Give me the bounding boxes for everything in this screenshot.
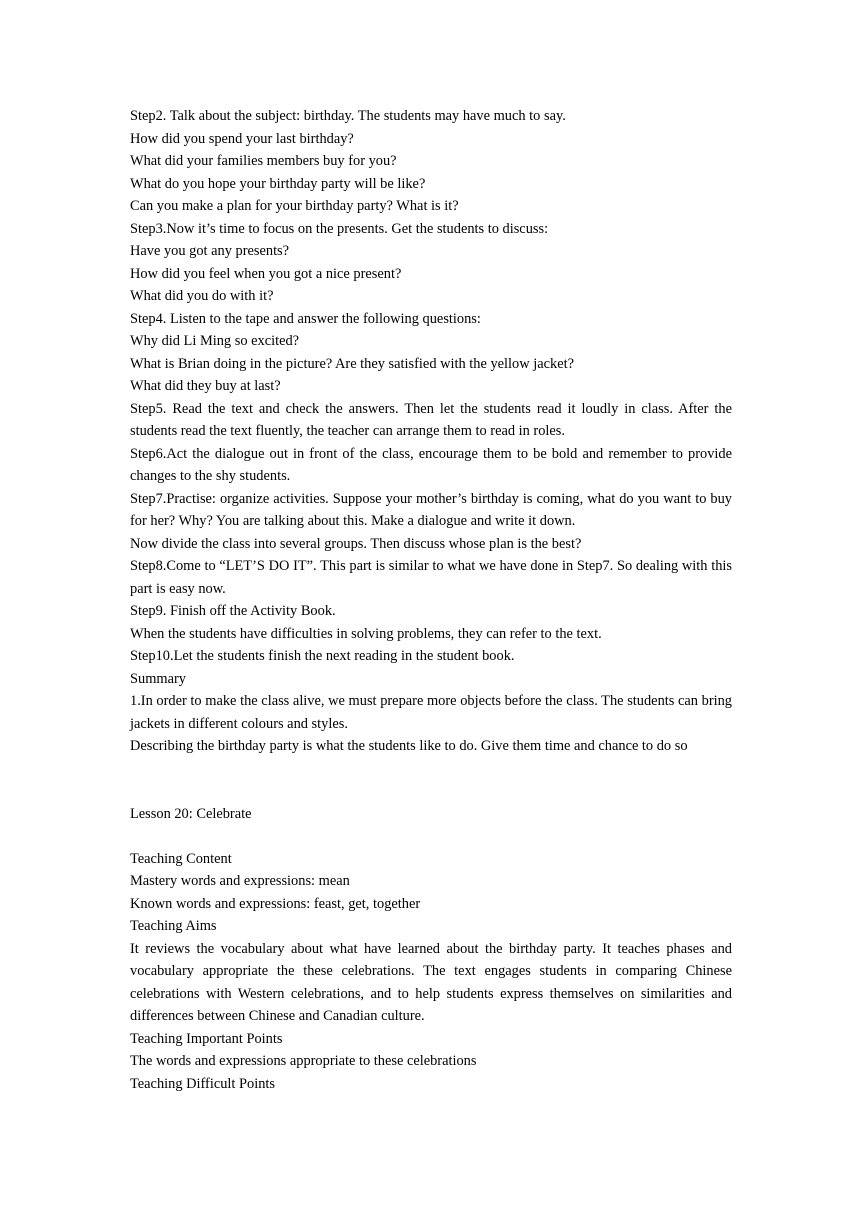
document-page: [130, 105, 732, 1095]
question-buy-last: What did they buy at last?: [130, 378, 281, 394]
lesson-title: Lesson 20: Celebrate: [130, 805, 252, 822]
important-points-text: The words and expressions appropriate to these celebrations: [130, 1053, 477, 1069]
teaching-aims-heading: Teaching Aims: [130, 918, 217, 934]
divide-groups-text: Now divide the class into several groups. Then discuss whose plan is the best?: [130, 535, 582, 552]
question-party-plan: Can you make a plan for your birthday party? What is it?: [130, 198, 459, 214]
summary-heading: Summary: [130, 670, 186, 687]
teaching-aims-text: It reviews the vocabulary about what have learned about the birthday party. It teaches phases and vocabulary appropriate the these celebrations. The text engages students in comparing Chinese celebrations with Western celebrations, and to help students express themselves on similarities and differences between Chinese and Canadian culture.: [130, 940, 732, 1024]
step9-text: Step9. Finish off the Activity Book.: [130, 603, 336, 619]
step7-text: Step7.Practise: organize activities. Suppose your mother’s birthday is coming, what do you want to buy for her? Why? You are talking about this. Make a dialogue and write it down.: [130, 490, 732, 529]
question-do-with: What did you do with it?: [130, 288, 274, 304]
important-points-heading: Teaching Important Points: [130, 1030, 283, 1047]
question-brian: What is Brian doing in the picture? Are they satisfied with the yellow jacket?: [130, 355, 574, 372]
summary-point-2: Describing the birthday party is what the students like to do. Give them time and chance to do so: [130, 738, 688, 754]
question-last-birthday: How did you spend your last birthday?: [130, 130, 354, 147]
mastery-words: Mastery words and expressions: mean: [130, 873, 350, 889]
refer-text: When the students have difficulties in solving problems, they can refer to the text.: [130, 625, 602, 642]
question-party-hope: What do you hope your birthday party will be like?: [130, 175, 426, 192]
step5-text: Step5. Read the text and check the answers. Then let the students read it loudly in class. After the students read the text fluently, the teacher can arrange them to read in roles.: [130, 400, 732, 439]
step4-text: Step4. Listen to the tape and answer the following questions:: [130, 310, 481, 327]
step2-text: Step2. Talk about the subject: birthday. The students may have much to say.: [130, 108, 566, 124]
question-family-buy: What did your families members buy for you?: [130, 153, 397, 169]
step3-text: Step3.Now it’s time to focus on the presents. Get the students to discuss:: [130, 220, 549, 237]
question-li-ming: Why did Li Ming so excited?: [130, 333, 300, 349]
question-presents: Have you got any presents?: [130, 243, 290, 259]
difficult-points-heading: Teaching Difficult Points: [130, 1075, 276, 1092]
step8-text: Step8.Come to “LET’S DO IT”. This part is similar to what we have done in Step7. So dealing with this part is easy now.: [130, 558, 732, 597]
known-words: Known words and expressions: feast, get, together: [130, 895, 421, 912]
question-feel: How did you feel when you got a nice present?: [130, 265, 402, 282]
teaching-content-heading: Teaching Content: [130, 850, 232, 867]
summary-point-1: 1.In order to make the class alive, we must prepare more objects before the class. The students can bring jackets in different colours and styles.: [130, 693, 732, 732]
step6-text: Step6.Act the dialogue out in front of the class, encourage them to be bold and remember to provide changes to the shy students.: [130, 445, 732, 484]
step10-text: Step10.Let the students finish the next reading in the student book.: [130, 648, 515, 664]
section-gap: [130, 758, 732, 803]
title-gap: [130, 825, 732, 848]
